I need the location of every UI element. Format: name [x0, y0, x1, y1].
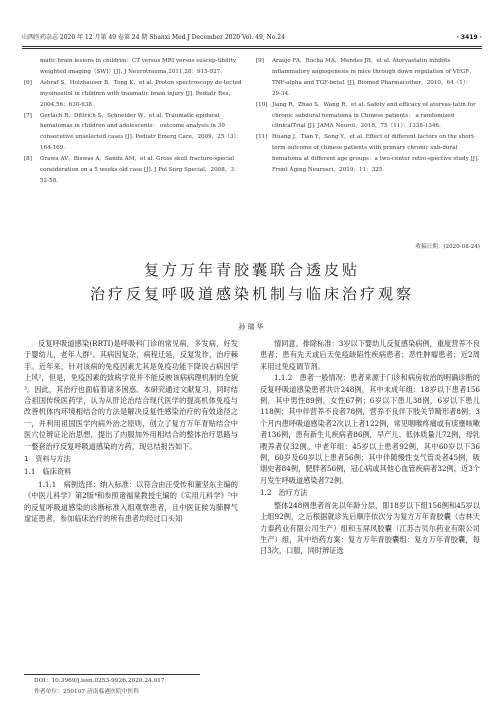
reference-text: Araújo FA，Rocha MA，Mendes JB，et al. Atorvastatin inhibits inflammatory angiogenesis in mice through down regulation of VEGF，TNF-alpha and TGF-beta1 [J]. Biomed Pharmacother，2010，64（1）：29-34.: [272, 58, 475, 97]
reference-text: Huang J，Tian Y，Song Y，et al. Effect of different factors on the short-term outcome of chinese patients with primary chronic sub-dural hematoma at different age groups：a two-center retro-spective study [J]. Front Aging Neurosci，2019，11：325.: [272, 134, 479, 174]
reference-text: Jiang R，Zhao S，Wang R，et al. Safety and efficacy of atorvas-tatin for chronic subdural hematoma in Chinese patients： a randomized clinicalTrial [J]. JAMA Neurol，2018，75（11）：1338-1346.: [272, 101, 476, 130]
references-left-column: [24, 56, 246, 187]
footnote-rule: [24, 674, 200, 675]
reference-item: [24, 56, 246, 78]
reference-item: [24, 78, 246, 111]
reference-number: [7]: [24, 112, 32, 119]
reference-item: [24, 154, 246, 187]
reference-item: [256, 56, 480, 100]
reference-number: [8]: [24, 156, 32, 163]
running-header: [22, 32, 482, 44]
reference-number: [10]: [256, 101, 268, 108]
reference-text: matic brain lesions in children：CT versus MRI versus suscep-tibility weighted imaging（SWI）[J]. J Neurotrauma,2011,28：915-927.: [40, 58, 236, 75]
footnote-doi: DOI：10.3969/j.issn.0253-9926.2020.24.017: [34, 678, 165, 684]
author-name: 孙瑞华: [238, 323, 266, 331]
body-paragraph: 1.1.2 患者一般情况：患者来源于门诊和病房收治的明确诊断的反复呼吸道感染患者共计248例，其中未成年组：18岁以下患者156例，其中男性89例，女性67例；6岁以下患儿38例，6岁以下患儿118例；其中伴营养不良者78例，营养不良伴下肢关节畸形者8例；3个月内患呼吸道感染者2次以上者122例，常见咽喉疼痛或有痰壅咳嗽者136例，患有新生儿疾病者86例，早产儿、低体质量儿72例，母乳喂养者仅32例。中老年组：45岁以上患者92例，其中60岁以下36例，60岁及60岁以上患者56例；其中伴随慢性支气管炎者45例，吸烟史者84例，肥胖者56例，冠心病或其他心血管疾病者32例，近3个月发生呼吸道感染者72例。: [260, 373, 480, 485]
article-title-line2: 治疗反复呼吸道感染机制与临床治疗观察: [89, 285, 414, 303]
body-paragraph: 情同意。排除标准：3岁以下婴幼儿反复感染病例，重度营养不良患者；患有先天或后天免疫缺陷性疾病患者；恶性肿瘤患者；近2周来用过免疫调节剂。: [260, 339, 480, 371]
header-rule-thin: [22, 48, 482, 49]
body-right-column: [260, 338, 480, 557]
reference-number: [11]: [256, 134, 268, 141]
body-paragraph: 1.1.1 病例选择：纳入标准：以符合由汪受传和董坚东主编的《中医儿科学》第2版⁴和参照诸福棠教授主编的《实用儿科学》⁵中的反复呼吸道感染的诊断标准入组观察患者，且中医证候为肺脾气虚证患者，参加临床治疗的所有患者均经过口头知: [24, 479, 238, 524]
reference-number: [9]: [256, 58, 264, 64]
reference-text: Gerlach R，Dittrich S，Schneider W，et al. Traumatic epidural hematomas in children and adolescents： outcome analysis in 39 consecutive unselected cases [J]. Pediatr Emerg Care，2009，25（3）：164-169.: [40, 112, 242, 152]
subsection-heading: 1.1 临床资料: [24, 467, 72, 477]
reference-text: Ashraf S，Holzhauser B，Tong K，et al. Proton spectroscopy de-tected myoinositol in children with traumatic brain injury [J]. Pediatr Res，2004,56：630-638.: [40, 79, 242, 108]
journal-header: 山西医药杂志 2020 年 12 月第 49 卷第 24 期 Shanxi Med J December 2020 Vol. 49, No.24: [22, 34, 285, 41]
subsection-heading: 1.2 治疗方法: [260, 488, 308, 498]
reference-item: [24, 111, 246, 155]
reference-item: [256, 132, 480, 176]
body-paragraph: 反复呼吸道感染(RRTI)是呼吸科门诊的常见病，多发病，好发于婴幼儿，老年人群¹。其病因复杂，病程迁延，反复发作，治疗棘手。近年来，针对该病的免疫因素尤其是免疫功能下降说占病因学上风²，但是，免疫因素的致病学说并不能反映该病病理机制的全貌³。因此，其治疗也面临着诸多困惑。本研究通过文献复习，同时结合祖国传统医药学，认为从肝论治结合现代医学的提高机体免疫与改善机体内环境相结合的方法是解决反复性感染治疗的有效途径之一，并利用祖国医学内病外治之原则，创立了复方万年青贴结合中医穴位辨证论治思想，提出了内服加外用相结合的整体治疗思路与一整套治疗反复呼吸道感染的方药，现总结报告如下。: [24, 339, 238, 451]
body-left-column: [24, 338, 238, 525]
body-paragraph: 整体248例患者首先以年龄分层，即18岁以下组156例和45岁以上组92例，之后根据就诊先后顺序依次分为复方万年青胶囊（吉林天力泰药业有限公司生产）组和玉屏风胶囊（江苏吉贝尔药业有限公司生产）组，其中给药方案：复方万年青胶囊组：复方万年青胶囊，每日3次，口服，同时辨证选: [260, 500, 480, 556]
reference-item: [256, 100, 480, 133]
header-rule-thick: [22, 46, 482, 47]
reference-text: Grawa AV，Biswas A，Sandu AM，et al. Gross skull fracture-special consideration on a 5 weeks old case [J]. J Pol Surg Special，2008，3：52-58.: [40, 156, 240, 184]
references-right-column: [256, 56, 480, 176]
footnote-affiliation: 作者单位：250107 济南临港医院中医科: [34, 689, 140, 695]
article-title-line1: 复方万年青胶囊联合透皮贴: [143, 261, 360, 279]
received-date: 收稿日期：(2020-08-24): [415, 244, 480, 250]
page-number: · 3419 ·: [456, 34, 482, 41]
reference-number: [6]: [24, 79, 32, 86]
section-heading: 1 资料与方法: [24, 455, 71, 464]
